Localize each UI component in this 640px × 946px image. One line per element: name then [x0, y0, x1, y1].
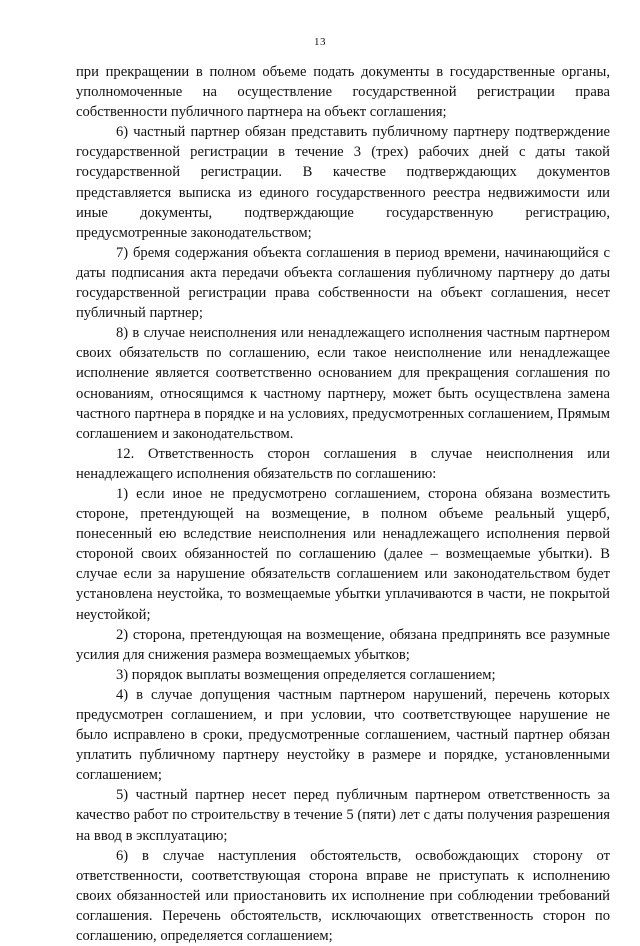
document-body [76, 62, 610, 946]
paragraph: 8) в случае неисполнения или ненадлежащего исполнения частным партнером своих обязательств по соглашению, если такое неисполнение или ненадлежащее исполнение является соответственно основанием для прекращения соглашения по основаниям, относящимся к частному партнеру, может быть осуществлена замена частного партнера в порядке и на условиях, предусмотренных соглашением, Прямым соглашением и законодательством. [76, 325, 610, 442]
paragraph: 6) частный партнер обязан представить публичному партнеру подтверждение государственной регистрации в течение 3 (трех) рабочих дней с даты такой государственной регистрации. В качестве подтверждающих документов представляется выписка из единого государственного реестра недвижимости или иные документы, подтверждающие государственную регистрацию, предусмотренные законодательством; [76, 124, 610, 241]
section-heading: 12. Ответственность сторон соглашения в случае неисполнения или ненадлежащего исполнения обязательств по соглашению: [76, 445, 610, 482]
paragraph: 6) в случае наступления обстоятельств, освобождающих сторону от ответственности, соответствующая сторона вправе не приступать к исполнению своих обязанностей или приостановить их исполнение при соблюдении требований соглашения. Перечень обстоятельств, исключающих ответственность сторон по соглашению, определяется соглашением; [76, 847, 610, 945]
paragraph: 3) порядок выплаты возмещения определяется соглашением; [116, 666, 496, 683]
paragraph: 2) сторона, претендующая на возмещение, обязана предпринять все разумные усилия для снижения размера возмещаемых убытков; [76, 626, 610, 663]
page-number: 13 [314, 36, 326, 48]
paragraph: 4) в случае допущения частным партнером нарушений, перечень которых предусмотрен соглашением, и при условии, что соответствующее нарушение не было исправлено в сроки, предусмотренные соглашением, частный партнер обязан уплатить публичному партнеру неустойку в размере и порядке, установленными соглашением; [76, 686, 610, 784]
paragraph: 1) если иное не предусмотрено соглашением, сторона обязана возместить стороне, претендующей на возмещение, в полном объеме реальный ущерб, понесенный ею вследствие неисполнения или ненадлежащего исполнения первой стороной своих обязанностей по соглашению (далее – возмещаемые убытки). В случае если за нарушение обязательств соглашением или законодательством будет установлена неустойка, то возмещаемые убытки уплачиваются в части, не покрытой неустойкой; [76, 485, 610, 623]
paragraph: 5) частный партнер несет перед публичным партнером ответственность за качество работ по строительству в течение 5 (пяти) лет с даты получения разрешения на ввод в эксплуатацию; [76, 787, 610, 844]
paragraph: при прекращении в полном объеме подать документы в государственные органы, уполномоченные на осуществление государственной регистрации права собственности публичного партнера на объект соглашения; [76, 64, 610, 121]
paragraph: 7) бремя содержания объекта соглашения в период времени, начинающийся с даты подписания акта передачи объекта соглашения публичному партнеру до даты государственной регистрации права собственности на объект соглашения, несет публичный партнер; [76, 244, 610, 322]
